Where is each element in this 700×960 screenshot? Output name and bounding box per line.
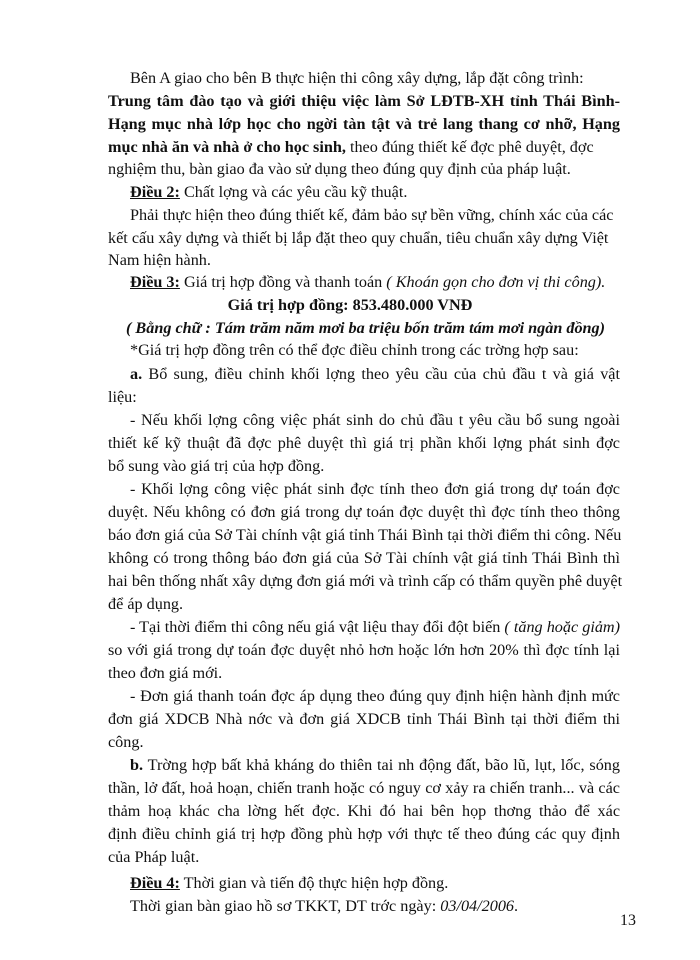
handover-text: Thời gian bàn giao hồ sơ TKKT, DT trớc ngày: [130, 897, 441, 915]
intro-line-1: Bên A giao cho bên B thực hiện thi công xây dựng, lắp đặt công trình: [130, 69, 584, 87]
article-4-title: Thời gian và tiến độ thực hiện hợp đồng. [179, 874, 449, 892]
intro-line-2: Trung tâm đào tạo và giới thiệu việc làm Sở LĐTB-XH tỉnh Thái Bình- [108, 92, 620, 110]
adjustment-intro: *Giá trị hợp đồng trên có thể đợc điều chỉnh trong các trờng hợp sau: [130, 341, 579, 359]
article-2-line-3: Nam hiện hành. [108, 251, 211, 269]
item-a-line-2: liệu: [108, 388, 137, 406]
article-2-line-1: Phải thực hiện theo đúng thiết kế, đảm bảo sự bền vững, chính xác của các [130, 206, 614, 224]
para-3-line-3: theo đơn giá mới. [108, 664, 223, 682]
article-4-label: Điều 4: [130, 874, 180, 892]
handover-date: 03/04/2006 [440, 897, 515, 915]
contract-value-in-words: ( Bằng chữ : Tám trăm năm mơi ba triệu bốn trăm tám mơi ngàn đồng) [126, 319, 606, 337]
para-1-line-3: bổ sung vào giá trị của hợp đồng. [108, 457, 325, 475]
para-2-line-6: để áp dụng. [108, 595, 184, 613]
para-2-line-2: duyệt. Nếu không có đơn giá trong dự toán đợc duyệt thì đợc tính theo thông [108, 503, 620, 521]
page-number: 13 [620, 912, 636, 929]
item-b-line-5: của Pháp luật. [108, 848, 200, 866]
intro-line-4-rest: theo đúng thiết kế đợc phê duyệt, đợc [345, 138, 594, 156]
intro-line-4-bold: mục nhà ăn và nhà ở cho học sinh, [108, 138, 346, 156]
article-2-line-2: kết cấu xây dựng và thiết bị lắp đặt theo quy chuẩn, tiêu chuẩn xây dựng Việt [108, 229, 609, 247]
item-b-line-3: thảm hoạ khác cha lờng hết đợc. Khi đó hai bên họp thơng thảo để xác [108, 802, 620, 820]
article-3-title-note: ( Khoán gọn cho đơn vị thi công). [386, 273, 606, 291]
para-4-line-3: công. [108, 733, 144, 751]
item-b-line-1 [130, 755, 620, 775]
intro-line-3-text: Hạng mục nhà lớp học cho ngời tàn tật và trẻ lang thang cơ nhỡ, Hạng [108, 115, 620, 133]
para-1-line-1: - Nếu khối lợng công việc phát sinh do chủ đầu t yêu cầu bổ sung ngoài [130, 411, 620, 429]
para-3-line-2: so với giá trong dự toán đợc duyệt nhỏ hơn hoặc lớn hơn 20% thì đợc tính lại [108, 641, 620, 659]
para-1-line-2: thiết kế kỹ thuật đã đợc phê duyệt thì giá trị phần khối lợng phát sinh đợc [108, 434, 620, 452]
para-4-line-1: - Đơn giá thanh toán đợc áp dụng theo đúng quy định hiện hành định mức [130, 687, 620, 705]
item-b-text: Trờng hợp bất khả kháng do thiên tai nh động đất, bão lũ, lụt, lốc, sóng [143, 756, 620, 774]
para-4-line-2: đơn giá XDCB Nhà nớc và đơn giá XDCB tỉnh Thái Bình tại thời điểm thi [108, 710, 620, 728]
article-3-title: Giá trị hợp đồng và thanh toán [179, 273, 387, 291]
item-a-text: Bổ sung, điều chỉnh khối lợng theo yêu cầu của chủ đầu t và giá vật [142, 365, 620, 383]
item-a-line-1 [130, 364, 620, 384]
article-3-heading [130, 272, 605, 292]
article-2-title: Chất lợng và các yêu cầu kỹ thuật. [179, 183, 408, 201]
article-2-heading [130, 182, 407, 202]
article-4-heading [130, 873, 448, 893]
para-3-note: ( tăng hoặc giảm) [504, 618, 621, 636]
item-b-line-2: thần, lở đất, hoả hoạn, chiến tranh hoặc có nguy cơ xảy ra chiến tranh... và các [108, 779, 620, 797]
para-2-line-1: - Khối lợng công việc phát sinh đợc tính theo đơn giá trong dự toán đợc [130, 480, 620, 498]
intro-line-4 [108, 137, 594, 157]
intro-line-3 [108, 114, 620, 134]
contract-value: Giá trị hợp đồng: 853.480.000 VNĐ [227, 296, 473, 314]
item-b-line-4: định điều chỉnh giá trị hợp đồng phù hợp với thực tế theo đúng các quy định [108, 825, 620, 843]
article-4-line-1 [130, 896, 518, 916]
item-b-label: b. [130, 756, 144, 774]
para-3-text: - Tại thời điểm thi công nếu giá vật liệu thay đổi đột biến [130, 618, 505, 636]
article-3-label: Điều 3: [130, 273, 180, 291]
para-3-line-1 [130, 617, 620, 637]
handover-period: . [514, 897, 519, 915]
article-2-label: Điều 2: [130, 183, 180, 201]
item-a-label: a. [130, 365, 143, 383]
intro-line-5: nghiệm thu, bàn giao đa vào sử dụng theo đúng quy định của pháp luật. [108, 160, 571, 178]
para-2-line-3: báo đơn giá của Sở Tài chính vật giá tỉnh Thái Bình tại thời điểm thi công. Nếu [108, 526, 622, 544]
para-2-line-4: không có trong thông báo đơn giá của Sở Tài chính vật giá tỉnh Thái Bình thì [108, 549, 620, 567]
para-2-line-5: hai bên thống nhất xây dựng đơn giá mới và trình cấp có thẩm quyền phê duyệt [108, 572, 623, 590]
